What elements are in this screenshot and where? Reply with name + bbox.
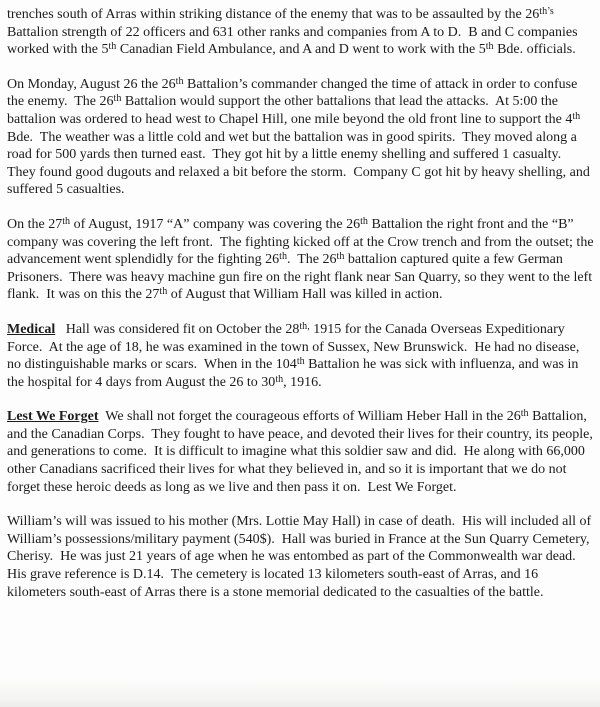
paragraph <box>7 513 594 601</box>
text-run: of August, 1917 “A” company was covering the 26 <box>70 216 361 232</box>
text-run: We shall not forget the courageous efforts of William Heber Hall in the 26 <box>98 409 521 425</box>
superscript: th <box>275 373 284 385</box>
text-run: Bde. officials. <box>493 42 576 58</box>
superscript: th <box>279 250 287 262</box>
superscript: th <box>159 286 168 298</box>
superscript: th <box>113 93 122 105</box>
paragraph <box>7 321 594 391</box>
superscript: th, <box>299 320 310 332</box>
text-run: trenches south of Arras within striking distance of the enemy that was to be assaulted by the 26 <box>7 7 540 22</box>
superscript: th <box>296 355 305 367</box>
superscript: th <box>520 408 529 420</box>
superscript: th <box>175 75 184 87</box>
text-run: Battalion the right front and the “B” company was covering the left front. The fighting kicked off at the Crow trench and from the outset; the advancement went splendidly for the fighting 26 <box>7 216 598 268</box>
text-run: Bde. The weather was a little cold and wet but the battalion was in good spirits. They moved along a road for 500 yards then turned east. They got hit by a little enemy shelling and suffered 1 casualty. They found good dugouts and relaxed a bit before the storm. Company C got hit by heavy shelling, and suffered 5 casualties. <box>7 111 594 198</box>
text-run: Battalion would support the other battalions that lead the attacks. At 5:00 the battalion was ordered to head west to Chapel Hill, one mile beyond the old front line to support the 4 <box>7 94 573 127</box>
text-run: Battalion strength of 22 officers and 631 other ranks and companies from A to D. B and C companies worked with the 5 <box>7 7 582 58</box>
paragraph <box>7 408 597 496</box>
text-run: Battalion, and the Canadian Corps. They fought to have peace, and devoted their lives for their country, its people, and generations to come. It is difficult to imagine what this soldier saw and did. He along with 66,000 other Canadians sacrificed their lives for what they believed in, and so it is important that we do not forget these heroic deeds as long as we live and then pass it on. Lest We Forget. <box>7 409 597 495</box>
paragraph <box>7 6 594 59</box>
paragraph <box>7 76 594 199</box>
text-run: , 1916. <box>283 374 322 390</box>
superscript: th <box>572 110 581 122</box>
paragraph <box>7 215 598 304</box>
text-run: Battalion’s commander changed the time of attack in order to confuse the enemy. The 26 <box>7 76 581 110</box>
text-run: Battalion he was sick with influenza, and was in the hospital for 4 days from August the 26 to 30 <box>7 357 582 390</box>
text-run: Hall was considered fit on October the 28 <box>55 321 300 337</box>
text-run: battalion captured quite a few German Prisoners. There was heavy machine gun fire on the right flank near San Quarry, so they went to the left flank. It was on this the 27 <box>7 252 596 303</box>
text-run: 1915 for the Canada Overseas Expeditionary Force. At the age of 18, he was examined in the town of Sussex, New Brunswick. He had no disease, no distinguishable marks or scars. When in the 104 <box>7 321 583 373</box>
text-run: . The 26 <box>287 252 337 268</box>
text-run: On Monday, August 26 the 26 <box>7 76 176 92</box>
text-run: of August that William Hall was killed in action. <box>167 287 443 303</box>
section-heading: Medical <box>7 321 56 337</box>
superscript: th’s <box>539 5 554 17</box>
superscript: th <box>336 250 345 262</box>
superscript: th <box>485 40 494 52</box>
document-body <box>7 5 598 601</box>
text-run: Canadian Field Ambulance, and A and D went to work with the 5 <box>116 42 486 58</box>
superscript: th <box>360 215 368 227</box>
superscript: th <box>62 215 71 227</box>
text-run: William’s will was issued to his mother (Mrs. Lottie May Hall) in case of death. His will included all of William’s possessions/military payment (540$). Hall was buried in France at the Sun Quarry Cemetery, Cherisy. He was just 21 years of age when he was entombed as part of the Commonwealth war dead. His grave reference is D.14. The cemetery is located 13 kilometers south-east of Arras, and 16 kilometers south-east of Arras there is a stone memorial dedicated to the casualties of the battle. <box>7 514 595 600</box>
text-run: On the 27 <box>7 216 63 232</box>
superscript: th <box>108 40 117 52</box>
section-heading: Lest We Forget <box>7 409 99 425</box>
